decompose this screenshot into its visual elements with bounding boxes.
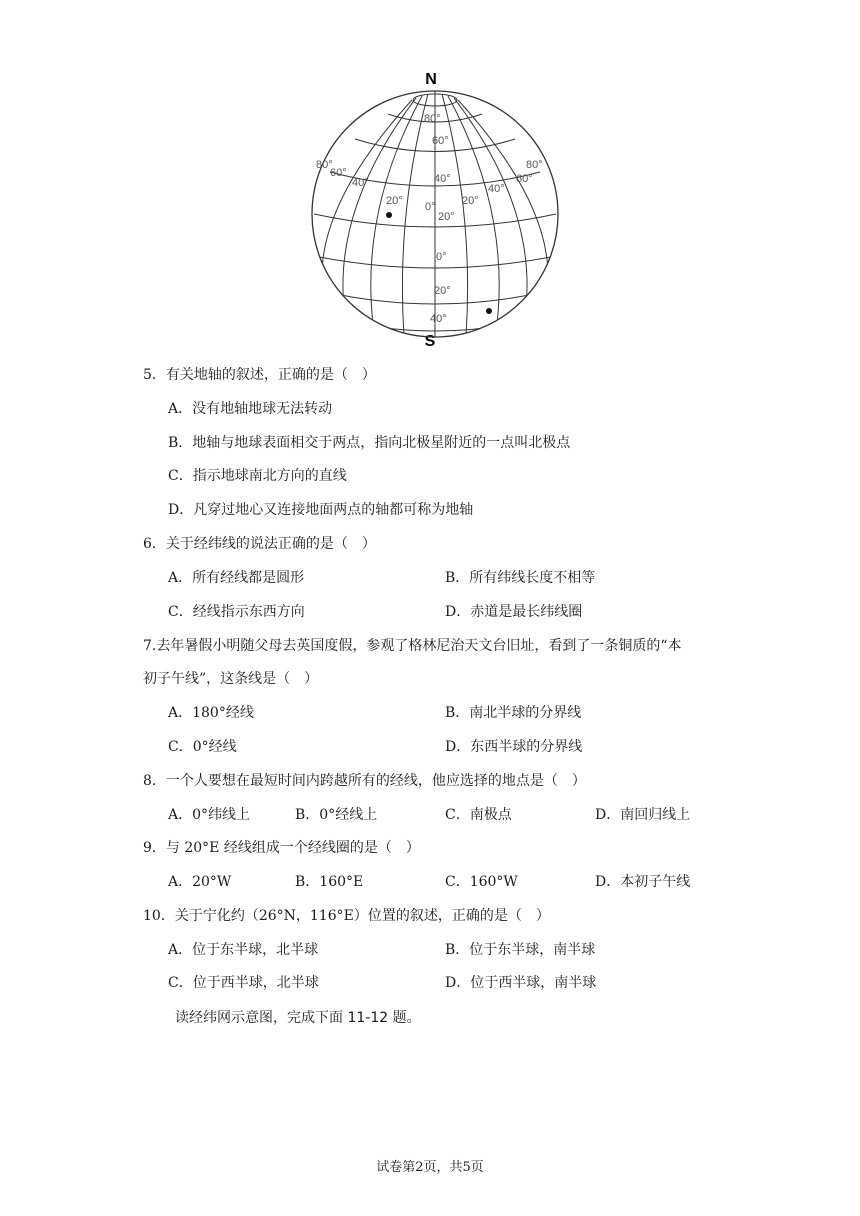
lon-label-left: 20° (386, 195, 403, 207)
lat-label: 20° (434, 285, 451, 297)
lon-label-right: 40° (488, 183, 505, 195)
lat-label: 60° (432, 135, 449, 147)
question-9-option-a[interactable]: A．20°W (168, 874, 232, 890)
question-7-option-b[interactable]: B．南北半球的分界线 (445, 705, 582, 721)
lat-label: 40° (434, 173, 451, 185)
instruction-text: 读经纬网示意图，完成下面 11-12 题。 (175, 1010, 421, 1026)
question-8-option-b[interactable]: B．0°经线上 (295, 807, 378, 823)
question-7-stem-line1: 7.去年暑假小明随父母去英国度假，参观了格林尼治天文台旧址，看到了一条铜质的“本 (143, 638, 682, 654)
lon-label-right: 80° (526, 159, 543, 171)
lat-label: 40° (430, 313, 447, 325)
lon-label-left: 40° (352, 177, 369, 189)
question-6-stem: 6．关于经纬线的说法正确的是（ ） (143, 536, 376, 552)
lon-label-right: 20° (462, 195, 479, 207)
question-5-option-d[interactable]: D．凡穿过地心又连接地面两点的轴都可称为地轴 (168, 502, 474, 518)
question-7-option-d[interactable]: D．东西半球的分界线 (445, 739, 583, 755)
question-6-option-a[interactable]: A．所有经线都是圆形 (168, 570, 305, 586)
question-7-option-c[interactable]: C．0°经线 (168, 739, 237, 755)
question-8-option-c[interactable]: C．南极点 (445, 807, 512, 823)
question-9-stem: 9．与 20°E 经线组成一个经线圈的是（ ） (143, 840, 420, 856)
lon-label-left: 60° (330, 167, 347, 179)
question-8-option-a[interactable]: A．0°纬线上 (168, 807, 251, 823)
question-10-stem: 10．关于宁化约（26°N，116°E）位置的叙述，正确的是（ ） (143, 908, 550, 924)
question-5-option-c[interactable]: C．指示地球南北方向的直线 (168, 468, 347, 484)
question-9-option-d[interactable]: D．本初子午线 (595, 874, 691, 890)
question-9-option-b[interactable]: B．160°E (295, 874, 364, 890)
point-marker (486, 308, 492, 314)
question-8-stem: 8．一个人要想在最短时间内跨越所有的经线，他应选择的地点是（ ） (143, 773, 586, 789)
north-label: N (425, 71, 437, 88)
question-9-option-c[interactable]: C．160°W (445, 874, 518, 890)
question-8-option-d[interactable]: D．南回归线上 (595, 807, 691, 823)
lon-label-right: 60° (516, 173, 533, 185)
question-10-option-c[interactable]: C．位于西半球，北半球 (168, 975, 319, 991)
lon-label-left: 80° (316, 159, 333, 171)
question-10-option-b[interactable]: B．位于东半球，南半球 (445, 942, 596, 958)
lat-label: 0° (436, 251, 447, 263)
center-lon-label: 0° (425, 201, 436, 213)
question-7-option-a[interactable]: A．180°经线 (168, 705, 254, 721)
lat-label: 20° (438, 211, 455, 223)
question-6-option-d[interactable]: D．赤道是最长纬线圈 (445, 604, 583, 620)
page-footer: 试卷第2页，共5页 (376, 1160, 484, 1175)
question-10-option-a[interactable]: A．位于东半球，北半球 (168, 942, 319, 958)
question-5-option-b[interactable]: B．地轴与地球表面相交于两点，指向北极星附近的一点叫北极点 (168, 435, 571, 451)
globe-diagram (300, 64, 570, 352)
question-5-option-a[interactable]: A．没有地轴地球无法转动 (168, 401, 333, 417)
question-5-stem: 5．有关地轴的叙述，正确的是（ ） (143, 367, 376, 383)
question-6-option-c[interactable]: C．经线指示东西方向 (168, 604, 305, 620)
south-label: S (424, 333, 436, 350)
question-7-stem-line2: 初子午线”，这条线是（ ） (143, 671, 319, 687)
lat-label: 80° (424, 113, 441, 125)
point-marker (386, 212, 392, 218)
question-6-option-b[interactable]: B．所有纬线长度不相等 (445, 570, 596, 586)
question-10-option-d[interactable]: D．位于西半球，南半球 (445, 975, 597, 991)
